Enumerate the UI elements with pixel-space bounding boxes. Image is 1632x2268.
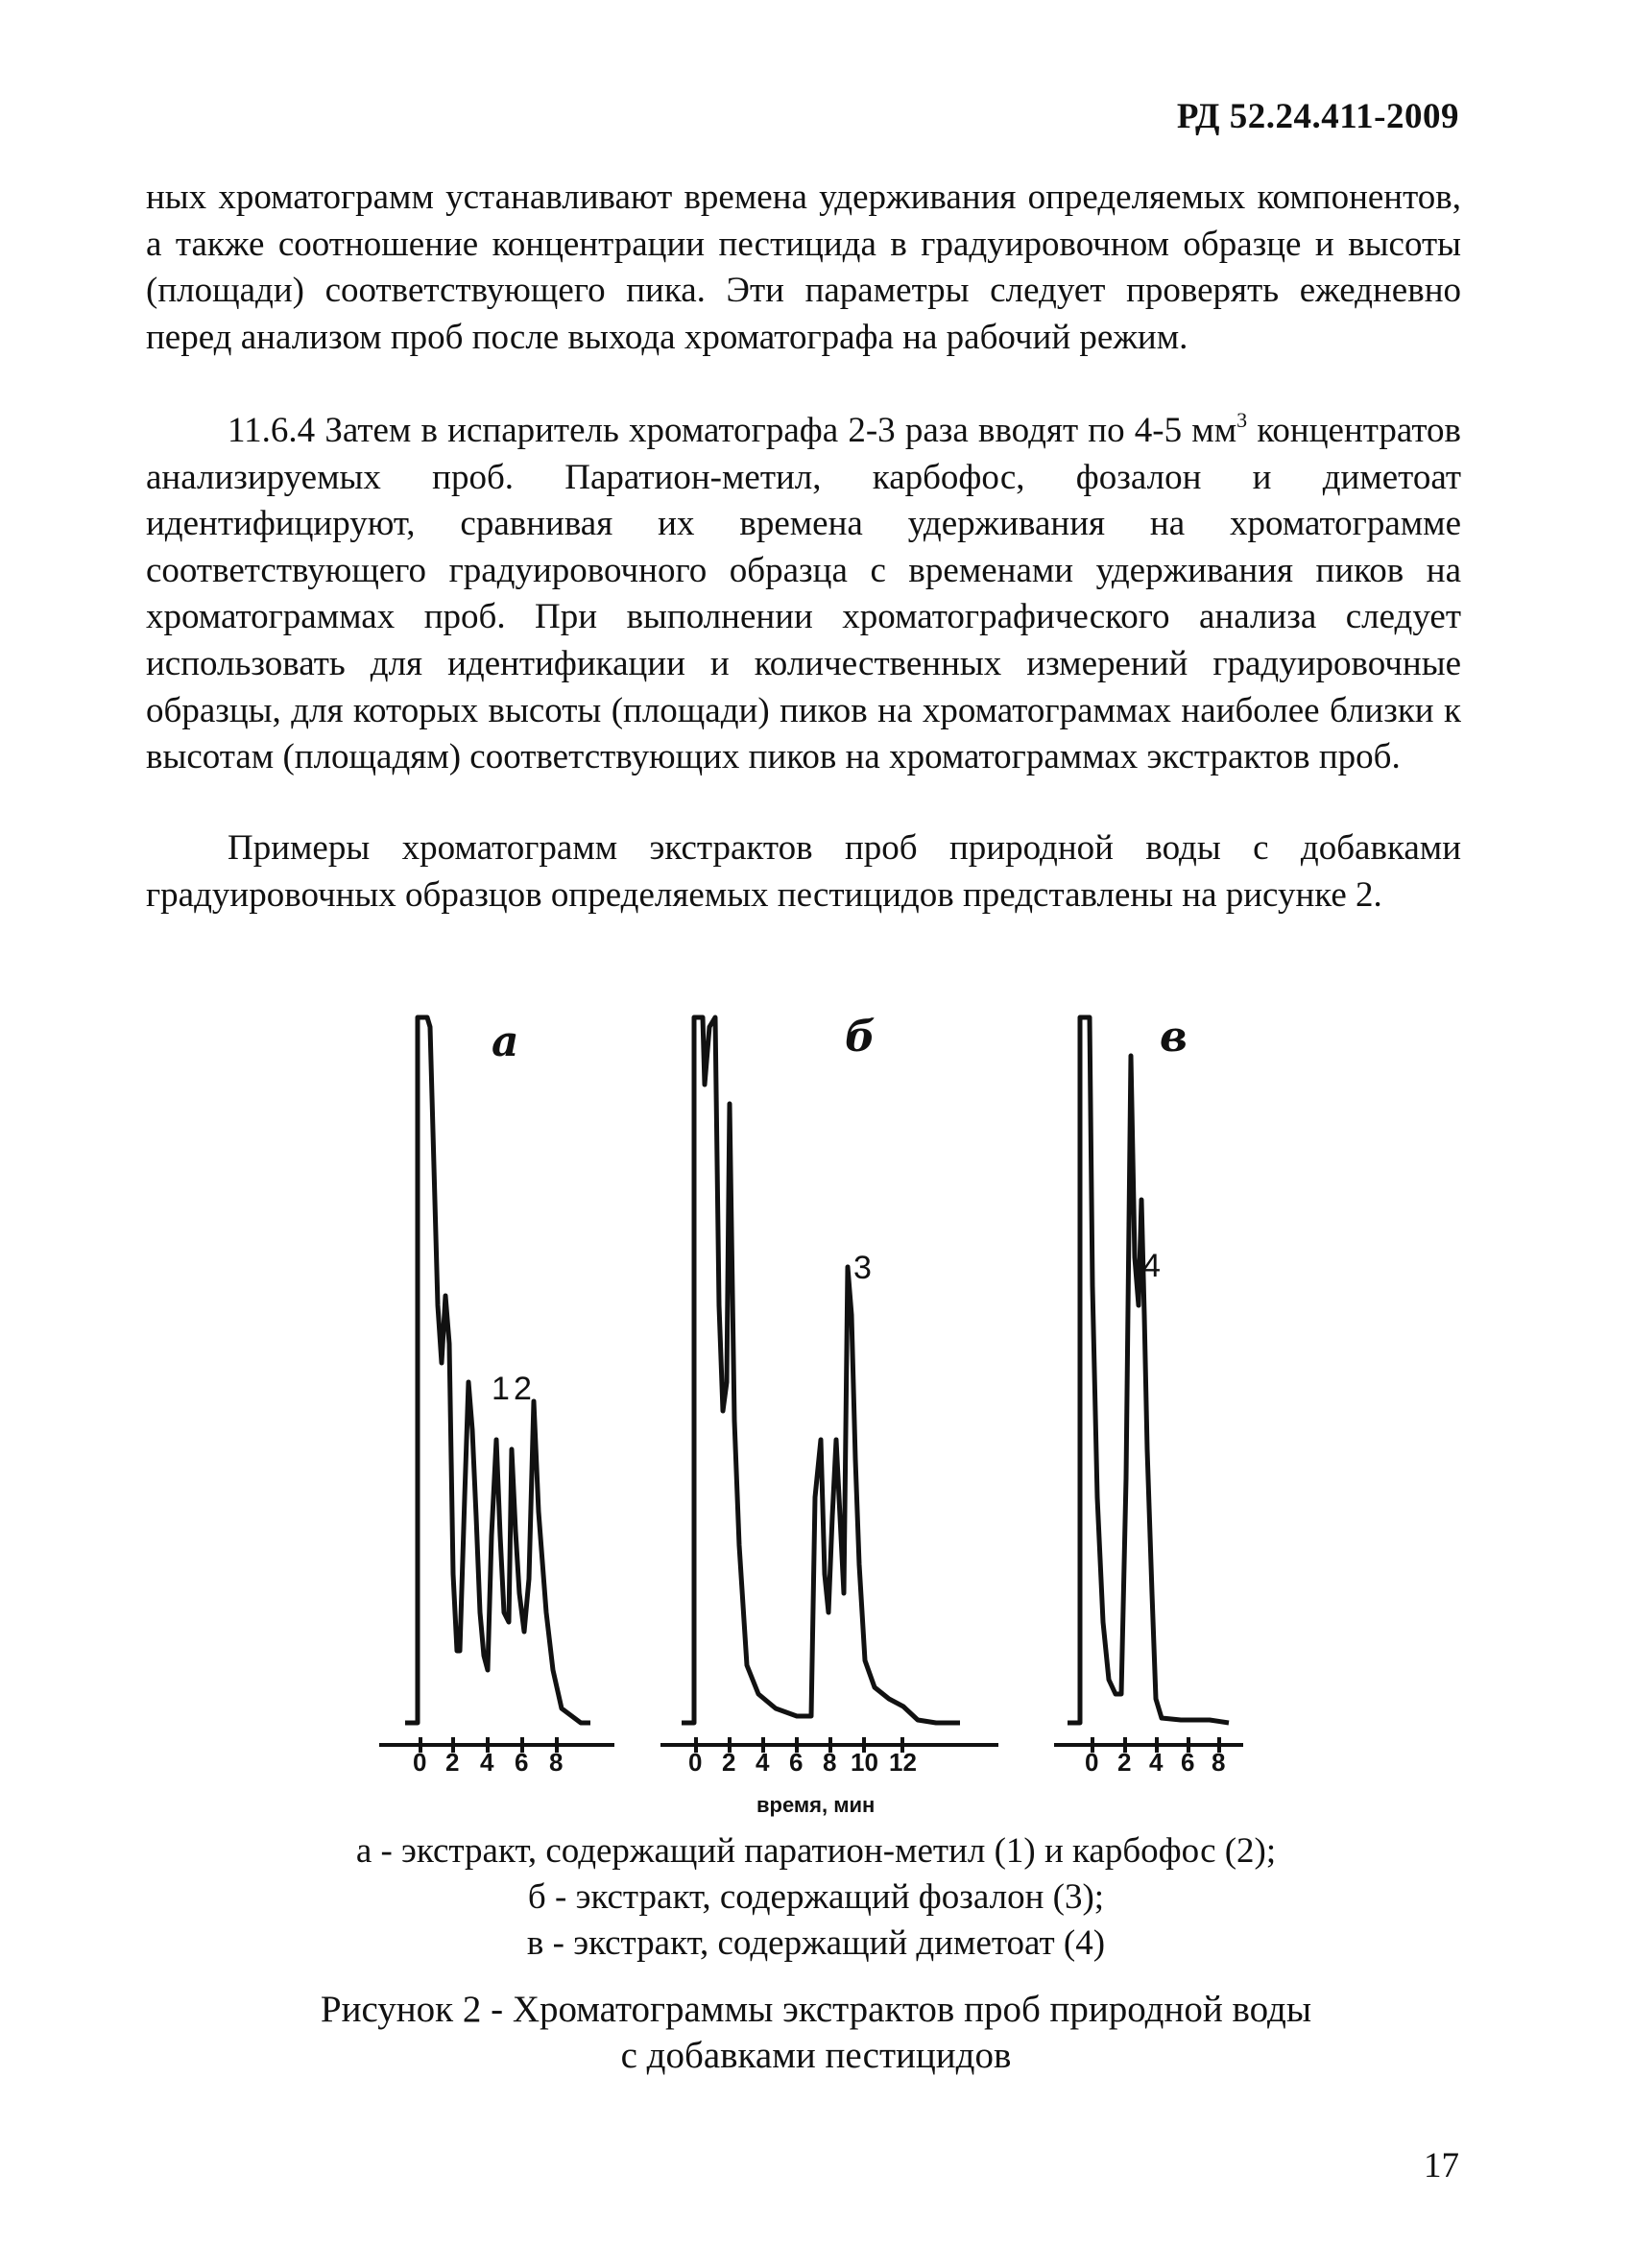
figure-legend [0,1828,1632,1967]
paragraph-3-text: Примеры хроматограмм экстрактов проб природной воды с добавками градуировочных образцов определяемых пестицидов представлены на рисунке 2. [146,828,1461,915]
peak-label-1: 1 [492,1371,510,1407]
tick-label-b-12: 12 [889,1748,917,1777]
peak-label-3: 3 [853,1250,872,1286]
paragraph-1-text: ных хроматограмм устанавливают времена удерживания определяемых компонентов, а также соотношение концентрации пестицида в градуировочном образце и высоты (площади) соответствующего пика. Эти параметры следует проверять ежедневно перед анализом проб после выхода хроматографа на рабочий режим. [146,178,1461,357]
tick-label-a-8: 8 [549,1748,564,1777]
figure-title-line-2: с добавками пестицидов [620,2035,1012,2076]
tick-label-c-0: 0 [1085,1748,1099,1777]
document-code: РД 52.24.411-2009 [1176,97,1459,136]
paragraph-1 [146,175,1461,361]
legend-line-b: б - экстракт, содержащий фозалон (3); [527,1877,1105,1917]
superscript-cube: 3 [1236,408,1248,432]
paragraph-2-rest: концентратов анализируемых проб. Паратион-метил, карбофос, фозалон и диметоат идентифицируют, сравнивая их времена удерживания на хроматограмме соответствующего градуировочного образца с временами удерживания пиков на хроматограммах проб. При выполнении хроматографического анализа следует использовать для идентификации и количественных измерений градуировочные образцы, для которых высоты (площади) пиков на хроматограммах наиболее близки к высотам (площадям) соответствующих пиков на хроматограммах экстрактов проб. [146,411,1461,777]
chromatogram-figure [346,998,1325,1824]
tick-label-b-2: 2 [722,1748,736,1777]
paragraph-3 [146,825,1461,919]
tick-label-b-10: 10 [851,1748,878,1777]
panel-label-a: а [492,1017,519,1066]
tick-label-b-4: 4 [756,1748,770,1777]
trace-b [682,1017,960,1723]
tick-label-a-6: 6 [515,1748,529,1777]
tick-label-c-6: 6 [1181,1748,1195,1777]
chromatogram-panel-c [1054,1013,1243,1777]
axis-title-time: время, мин [756,1793,876,1817]
tick-label-a-2: 2 [445,1748,460,1777]
legend-line-c: в - экстракт, содержащий диметоат (4) [526,1923,1106,1963]
tick-label-b-0: 0 [688,1748,703,1777]
tick-label-c-4: 4 [1149,1748,1164,1777]
chromatogram-panel-a [379,1017,614,1777]
tick-label-c-8: 8 [1212,1748,1226,1777]
tick-label-a-4: 4 [480,1748,494,1777]
paragraph-2-text [146,408,1461,781]
panel-label-b: б [845,1013,876,1062]
peak-label-2: 2 [514,1371,532,1407]
legend-line-a: а - экстракт, содержащий паратион-метил (1) и карбофос (2); [355,1831,1277,1871]
tick-label-b-8: 8 [823,1748,837,1777]
figure-title-line-1: Рисунок 2 - Хроматограммы экстрактов проб природной воды [320,1989,1312,2030]
paragraph-2 [146,408,1461,781]
figure-title [0,1987,1632,2079]
peak-label-4: 4 [1142,1248,1161,1284]
tick-label-c-2: 2 [1117,1748,1132,1777]
trace-c [1068,1017,1229,1723]
tick-label-a-0: 0 [413,1748,427,1777]
paragraph-2-start: 11.6.4 Затем в испаритель хроматографа 2-3 раза вводят по 4-5 мм [228,411,1237,450]
page-number: 17 [1424,2146,1459,2185]
chromatogram-panel-b [660,1013,998,1777]
panel-label-c: в [1160,1013,1188,1062]
chromatograms-svg [346,998,1325,1824]
tick-label-b-6: 6 [789,1748,804,1777]
